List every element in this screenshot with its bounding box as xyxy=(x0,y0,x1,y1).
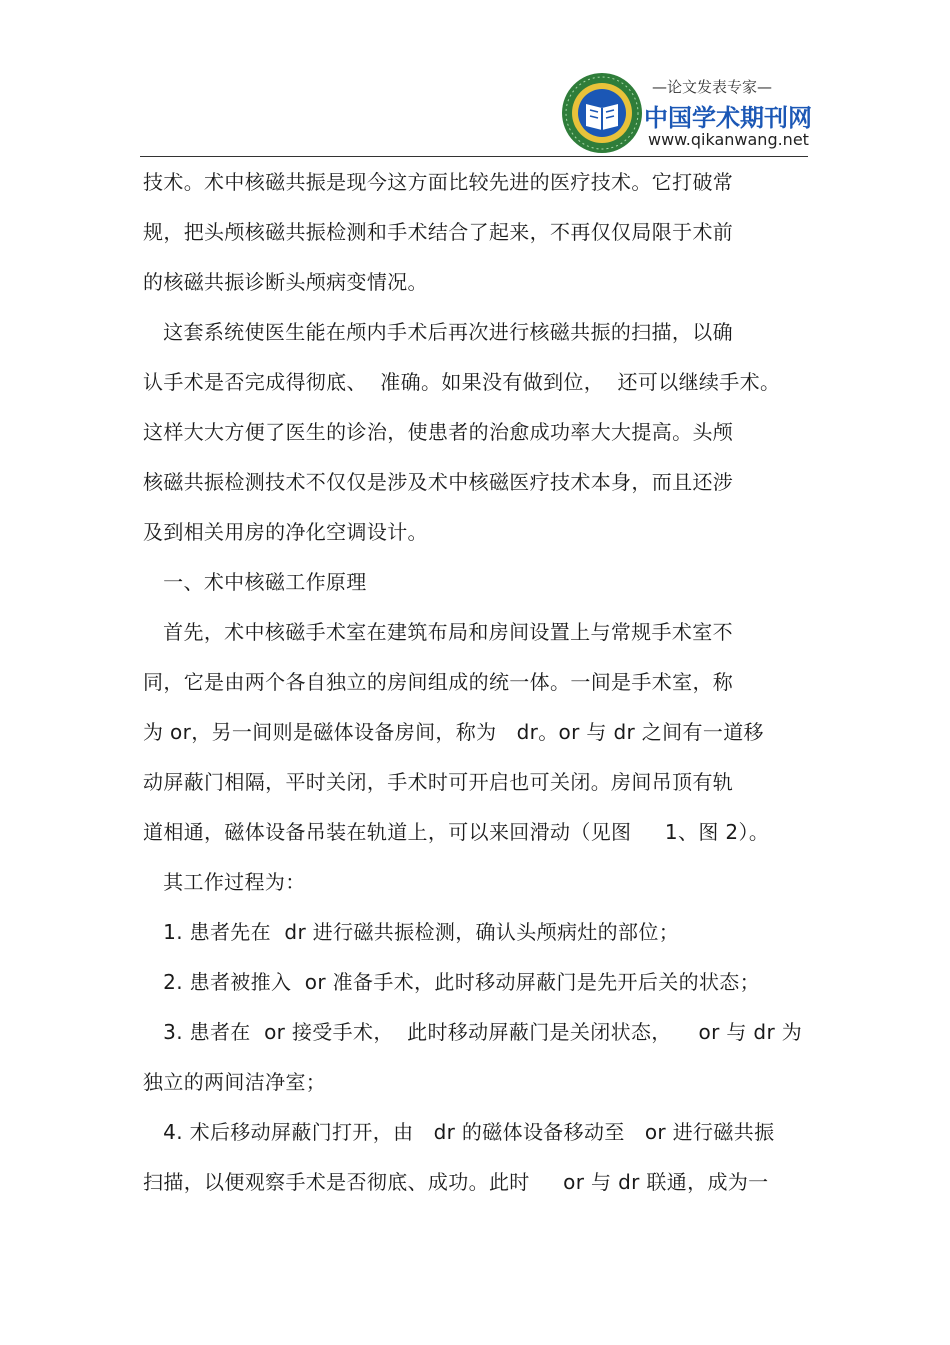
text-line: 动屏蔽门相隔，平时关闭，手术时可开启也可关闭。房间吊顶有轨 xyxy=(143,770,734,794)
logo-slogan: —论文发表专家— xyxy=(652,78,773,96)
text-line: 技术。术中核磁共振是现今这方面比较先进的医疗技术。它打破常 xyxy=(143,170,734,194)
list-item: 2. 患者被推入 or 准备手术，此时移动屏蔽门是先开后关的状态； xyxy=(143,970,760,994)
text-line: 规，把头颅核磁共振检测和手术结合了起来，不再仅仅局限于术前 xyxy=(143,220,734,244)
text-line: 的核磁共振诊断头颅病变情况。 xyxy=(143,270,428,294)
list-item: 4. 术后移动屏蔽门打开，由 dr 的磁体设备移动至 or 进行磁共振 xyxy=(143,1120,775,1144)
text-line: 及到相关用房的净化空调设计。 xyxy=(143,520,428,544)
list-item: 1. 患者先在 dr 进行磁共振检测，确认头颅病灶的部位； xyxy=(143,920,680,944)
text-line: 其工作过程为： xyxy=(143,870,306,894)
logo-site-name: 中国学术期刊网 xyxy=(644,104,812,132)
text-line: 扫描，以便观察手术是否彻底、成功。此时 or 与 dr 联通，成为一 xyxy=(143,1170,769,1194)
text-line: 认手术是否完成得彻底、 准确。如果没有做到位， 还可以继续手术。 xyxy=(143,370,781,394)
text-line: 首先，术中核磁手术室在建筑布局和房间设置上与常规手术室不 xyxy=(143,620,733,644)
list-item: 3. 患者在 or 接受手术， 此时移动屏蔽门是关闭状态， or 与 dr 为 xyxy=(143,1020,803,1044)
header-divider xyxy=(140,156,808,157)
text-line: 同，它是由两个各自独立的房间组成的统一体。一间是手术室，称 xyxy=(143,670,734,694)
section-heading: 一、术中核磁工作原理 xyxy=(143,570,367,594)
logo-url: www.qikanwang.net xyxy=(648,130,809,149)
text-line: 独立的两间洁净室； xyxy=(143,1070,327,1094)
text-line: 这样大大方便了医生的诊治，使患者的治愈成功率大大提高。头颅 xyxy=(143,420,734,444)
site-logo xyxy=(560,68,812,158)
text-line: 这套系统使医生能在颅内手术后再次进行核磁共振的扫描，以确 xyxy=(143,320,733,344)
text-line: 核磁共振检测技术不仅仅是涉及术中核磁医疗技术本身，而且还涉 xyxy=(143,470,734,494)
text-line: 道相通，磁体设备吊装在轨道上，可以来回滑动（见图 1、图 2）。 xyxy=(143,820,770,844)
seal-icon xyxy=(560,68,646,158)
text-line: 为 or，另一间则是磁体设备房间，称为 dr。or 与 dr 之间有一道移 xyxy=(143,720,764,744)
